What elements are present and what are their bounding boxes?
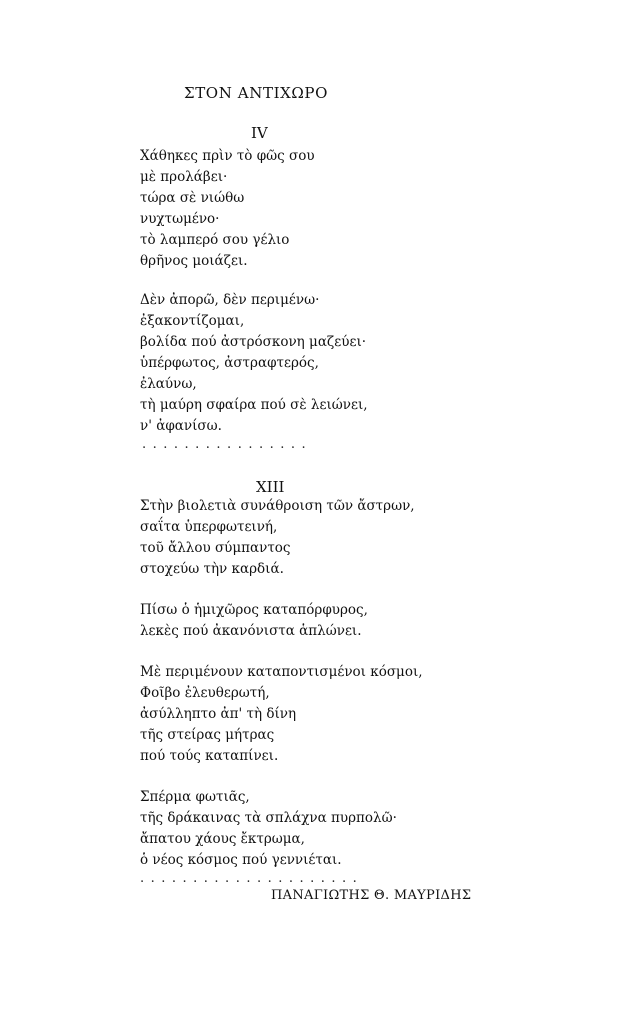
verse-line: πού τούς καταπίνει.	[140, 748, 279, 764]
verse-line: λεκὲς πού ἀκανόνιστα ἁπλώνει.	[140, 623, 362, 639]
verse-line: τοῦ ἄλλου σύμπαντος	[140, 540, 291, 556]
author-signature: ΠΑΝΑΓΙΩΤΗΣ Θ. ΜΑΥΡΙΔΗΣ	[271, 888, 472, 903]
verse-line: τῆς δράκαινας τὰ σπλάχνα πυρπολῶ·	[140, 810, 397, 826]
stanza-iv-2	[140, 290, 368, 437]
verse-line: νυχτωμένο·	[140, 211, 220, 227]
verse-line: Πίσω ὁ ἡμιχῶρος καταπόρφυρος,	[140, 602, 368, 618]
verse-line: ἄπατου χάους ἔκτρωμα,	[140, 831, 305, 847]
verse-line: ἀσύλληπτο ἀπ' τὴ δίνη	[140, 706, 297, 722]
stanza-iv-1	[140, 146, 315, 272]
verse-line: τὴ μαύρη σφαίρα πού σὲ λειώνει,	[140, 397, 368, 413]
stanza-xiii-1	[140, 496, 415, 580]
verse-line: ὁ νέος κόσμος πού γεννιέται.	[140, 852, 342, 868]
stanza-xiii-4	[140, 787, 397, 871]
verse-line: ν' ἀφανίσω.	[140, 418, 222, 434]
verse-line: Δὲν ἀπορῶ, δὲν περιμένω·	[140, 292, 320, 308]
verse-line: θρῆνος μοιάζει.	[140, 253, 248, 269]
verse-line: Σπέρμα φωτιᾶς,	[140, 789, 250, 805]
verse-line: μὲ προλάβει·	[140, 169, 228, 185]
verse-line: ὑπέρφωτος, ἀστραφτερός,	[140, 355, 319, 371]
verse-line: σαΐτα ὑπερφωτεινή,	[140, 519, 278, 535]
verse-line: τώρα σὲ νιώθω	[140, 190, 245, 206]
verse-line: τὸ λαμπερό σου γέλιο	[140, 232, 290, 248]
dotted-separator: ................	[142, 437, 313, 452]
stanza-xiii-2	[140, 600, 368, 642]
verse-line: Στὴν βιολετιὰ συνάθροιση τῶν ἄστρων,	[140, 498, 415, 514]
stanza-xiii-3	[140, 662, 423, 767]
verse-line: ἐξακοντίζομαι,	[140, 313, 245, 329]
verse-line: Φοῖβο ἐλευθερωτή,	[140, 685, 270, 701]
dotted-separator: .....................	[140, 871, 364, 886]
verse-line: βολίδα πού ἀστρόσκονη μαζεύει·	[140, 334, 367, 350]
verse-line: Χάθηκες πρὶν τὸ φῶς σου	[140, 148, 315, 164]
verse-line: τῆς στείρας μήτρας	[140, 727, 275, 743]
verse-line: ἐλαύνω,	[140, 376, 197, 392]
section-number-xiii: XIII	[256, 478, 285, 496]
verse-line: στοχεύω τὴν καρδιά.	[140, 561, 284, 577]
poem-title: ΣΤΟΝ ΑΝΤΙΧΩΡΟ	[184, 84, 328, 102]
verse-line: Μὲ περιμένουν καταποντισμένοι κόσμοι,	[140, 664, 423, 680]
section-number-iv: IV	[251, 124, 268, 142]
